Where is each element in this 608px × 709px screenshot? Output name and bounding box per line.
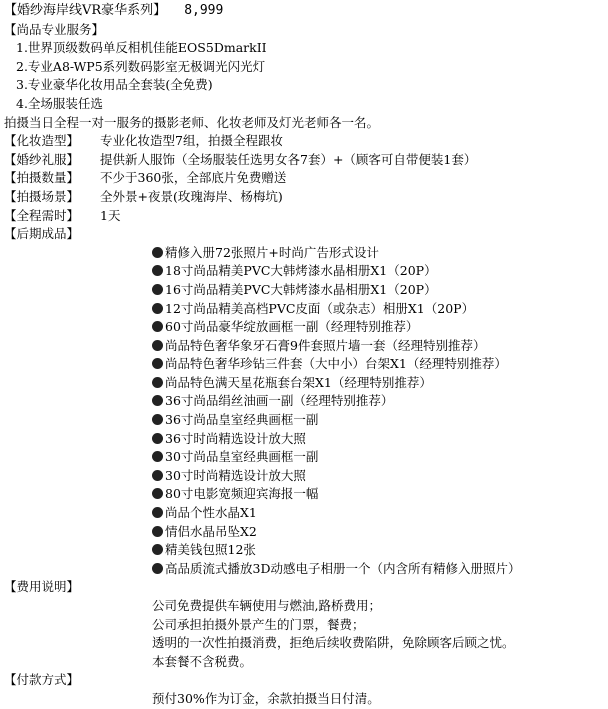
list-item (152, 392, 604, 411)
list-item (152, 374, 604, 393)
detail-label: 【婚纱礼服】 (4, 151, 80, 167)
product-text: 尚品个性水晶X1 (165, 505, 257, 521)
product-text: 12寸尚品精美高档PVC皮面（或杂志）相册X1（20P） (165, 300, 475, 316)
list-item (152, 355, 604, 374)
bullet-icon (152, 488, 163, 499)
bullet-icon (152, 563, 163, 574)
product-text: 情侣水晶吊坠X2 (165, 523, 257, 539)
fee-line: 透明的一次性拍摄消费，拒绝后续收费陷阱，免除顾客后顾之忧。 (152, 635, 515, 651)
bullet-icon (152, 377, 163, 388)
detail-value: 1天 (100, 207, 121, 223)
bullet-icon (152, 340, 163, 351)
list-item (152, 337, 604, 356)
detail-value: 不少于360张，全部底片免费赠送 (100, 170, 287, 186)
package-header (4, 2, 604, 21)
bullet-icon (152, 470, 163, 481)
product-text: 36寸尚品绢丝油画一副（经理特别推荐） (165, 393, 394, 409)
fees-notes (4, 597, 604, 671)
list-item (152, 244, 604, 263)
payment-section (4, 671, 604, 708)
bullet-icon (152, 433, 163, 444)
product-text: 80寸电影宽频迎宾海报一幅 (165, 486, 319, 502)
products-heading: 【后期成品】 (4, 226, 80, 242)
detail-value: 全外景+夜景(玫瑰海岸、杨梅坑) (100, 188, 283, 204)
services-note: 拍摄当日全程一对一服务的摄影老师、化妆老师及灯光老师各一名。 (4, 114, 380, 130)
list-item (152, 467, 604, 486)
fee-line: 公司承担拍摄外景产生的门票，餐费； (152, 616, 365, 632)
bullet-icon (152, 358, 163, 369)
product-text: 高品质流式播放3D动感电子相册一个（内含所有精修入册照片） (165, 560, 521, 576)
service-item: 3.专业豪华化妆用品全套装(全免费) (16, 77, 213, 93)
bullet-icon (152, 265, 163, 276)
list-item (152, 523, 604, 542)
detail-value: 专业化妆造型7组，拍摄全程跟妆 (100, 133, 283, 149)
detail-label: 【拍摄数量】 (4, 170, 80, 186)
list-item (152, 560, 604, 579)
product-text: 尚品特色奢华象牙石膏9件套照片墙一套（经理特别推荐） (165, 337, 486, 353)
services-section (4, 21, 604, 133)
product-text: 36寸尚品皇室经典画框一副 (165, 412, 319, 428)
products-section (4, 225, 604, 578)
detail-label: 【拍摄场景】 (4, 188, 80, 204)
bullet-icon (152, 507, 163, 518)
fee-line: 本套餐不含税费。 (152, 653, 253, 669)
fees-heading: 【费用说明】 (4, 579, 80, 595)
detail-value: 提供新人服饰（全场服装任选男女各7套）+（顾客可自带便装1套） (100, 151, 477, 167)
list-item (152, 262, 604, 281)
list-item (152, 411, 604, 430)
payment-heading: 【付款方式】 (4, 672, 80, 688)
product-text: 18寸尚品精美PVC大韩烤漆水晶相册X1（20P） (165, 263, 437, 279)
list-item (152, 430, 604, 449)
product-text: 精修入册72张照片+时尚广告形式设计 (165, 244, 379, 260)
list-item (152, 300, 604, 319)
product-text: 尚品特色满天星花瓶套台架X1（经理特别推荐） (165, 374, 432, 390)
list-item (152, 318, 604, 337)
list-item (152, 541, 604, 560)
bullet-icon (152, 284, 163, 295)
details-section (4, 132, 604, 225)
product-text: 尚品特色奢华珍钻三件套（大中小）台架X1（经理特别推荐） (165, 356, 507, 372)
bullet-icon (152, 526, 163, 537)
detail-row-quantity (4, 169, 604, 188)
package-price: 8,999 (184, 3, 224, 18)
bullet-icon (152, 303, 163, 314)
detail-row-gowns (4, 151, 604, 170)
detail-row-duration (4, 207, 604, 226)
service-item: 1.世界顶级数码单反相机佳能EOS5DmarkII (16, 40, 267, 56)
detail-row-scenes (4, 188, 604, 207)
product-text: 30寸尚品皇室经典画框一副 (165, 449, 319, 465)
services-heading: 【尚品专业服务】 (4, 21, 105, 37)
list-item (152, 504, 604, 523)
detail-row-makeup (4, 132, 604, 151)
product-text: 36寸时尚精选设计放大照 (165, 430, 306, 446)
product-text: 60寸尚品豪华绽放画框一副（经理特别推荐） (165, 319, 419, 335)
fees-section (4, 578, 604, 671)
list-item (152, 485, 604, 504)
service-item: 2.专业A8-WP5系列数码影室无极调光闪光灯 (16, 58, 266, 74)
payment-line: 预付30%作为订金，余款拍摄当日付清。 (152, 690, 380, 706)
fee-line: 公司免费提供车辆使用与燃油,路桥费用； (152, 598, 381, 613)
package-document (4, 2, 604, 709)
product-text: 30寸时尚精选设计放大照 (165, 467, 306, 483)
product-text: 16寸尚品精美PVC大韩烤漆水晶相册X1（20P） (165, 281, 437, 297)
bullet-icon (152, 247, 163, 258)
bullet-icon (152, 544, 163, 555)
detail-label: 【化妆造型】 (4, 133, 80, 149)
products-list (4, 244, 604, 579)
bullet-icon (152, 321, 163, 332)
product-text: 精美钱包照12张 (165, 542, 256, 558)
package-title: 【婚纱海岸线VR豪华系列】 (4, 3, 167, 18)
payment-notes (4, 690, 604, 709)
list-item (152, 448, 604, 467)
bullet-icon (152, 414, 163, 425)
service-item: 4.全场服装任选 (16, 95, 103, 111)
detail-label: 【全程需时】 (4, 207, 80, 223)
bullet-icon (152, 395, 163, 406)
bullet-icon (152, 451, 163, 462)
list-item (152, 281, 604, 300)
